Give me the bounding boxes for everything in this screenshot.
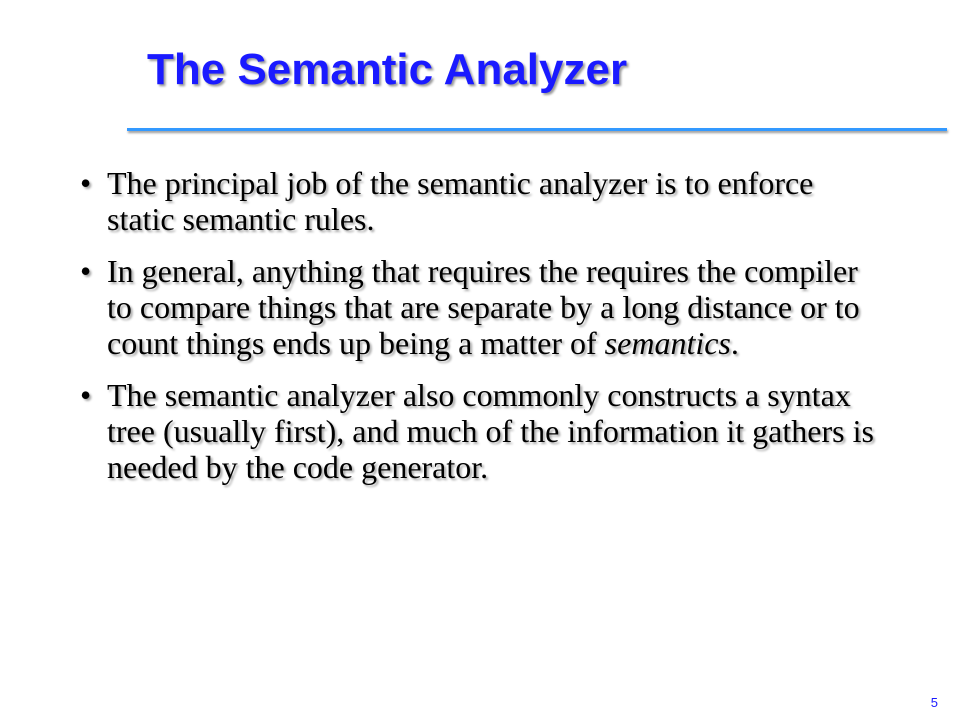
bullet-marker: • [80, 165, 92, 201]
title-underline-rule [127, 128, 947, 131]
bullet-list [80, 165, 880, 501]
bullet-marker: • [80, 253, 92, 289]
bullet-marker: • [80, 377, 92, 413]
bullet-text-end: . [730, 325, 739, 361]
bullet-item-1 [80, 165, 880, 237]
bullet-text: The semantic analyzer also commonly constructs a syntax tree (usually first), and much of the information it gathers is needed by the code generator. [107, 377, 874, 485]
bullet-text: The principal job of the semantic analyzer is to enforce static semantic rules. [107, 165, 814, 237]
page-number: 5 [930, 695, 938, 710]
bullet-item-2 [80, 253, 880, 361]
slide-title: The Semantic Analyzer [147, 45, 628, 94]
bullet-emphasis-text: semantics [604, 325, 731, 361]
bullet-text: In general, anything that requires the requires the compiler to compare things that are separate by a long distance or to count things ends up being a matter of [107, 253, 860, 361]
bullet-item-3 [80, 377, 880, 485]
